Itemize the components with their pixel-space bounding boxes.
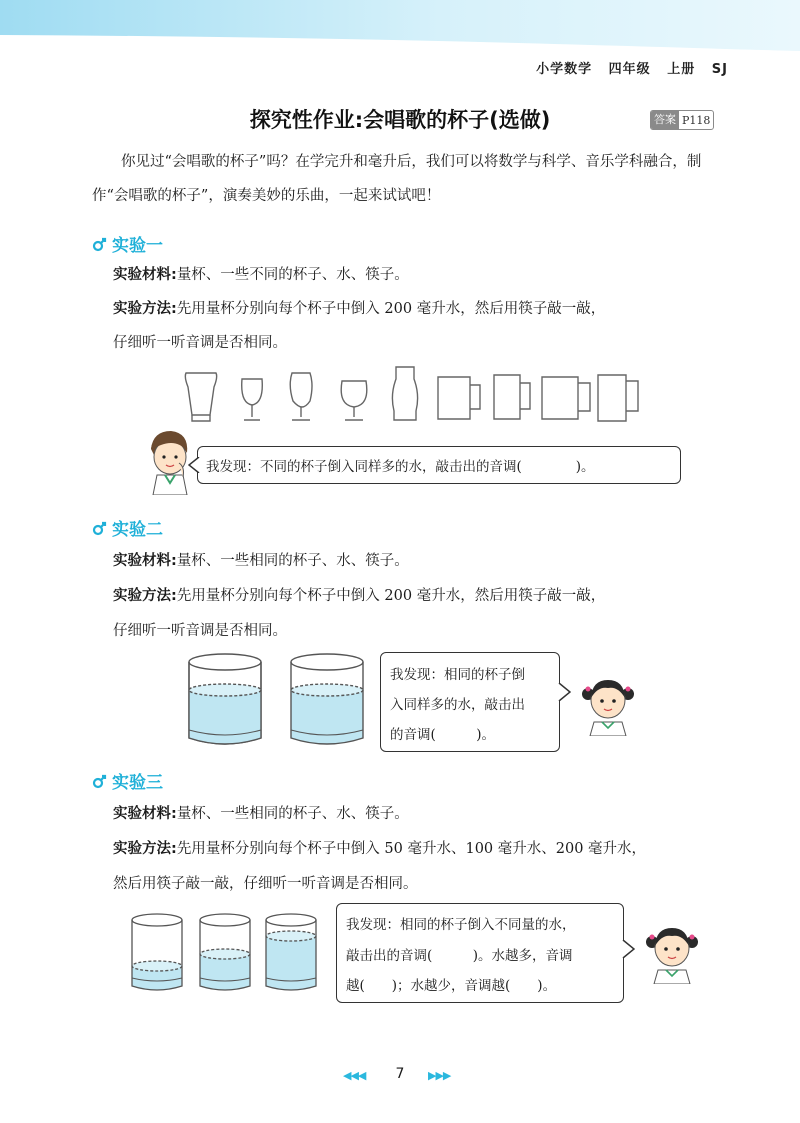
next-page-arrows[interactable]: ▶▶▶ bbox=[428, 1069, 451, 1082]
experiment-2-materials bbox=[113, 549, 409, 570]
method-text: 先用量杯分别向每个杯子中倒入 200 毫升水，然后用筷子敲一敲， bbox=[176, 588, 606, 604]
girl-avatar bbox=[642, 920, 702, 984]
finding-3-line-3: 越( )；水越少，音调越( )。 bbox=[346, 978, 557, 994]
materials-text: 量杯、一些不同的杯子、水、筷子。 bbox=[176, 267, 409, 283]
experiment-2-title: 实验二 bbox=[112, 520, 163, 540]
finding-bubble-2 bbox=[380, 652, 560, 752]
answer-reference[interactable] bbox=[650, 110, 714, 130]
experiment-3-heading bbox=[92, 768, 163, 793]
method-label: 实验方法: bbox=[113, 588, 177, 604]
finding-3-line-1: 我发现：相同的杯子倒入不同量的水， bbox=[346, 917, 576, 933]
experiment-3-title: 实验三 bbox=[112, 773, 163, 793]
finding-3-line-2: 敲击出的音调( )。水越多，音调 bbox=[346, 948, 573, 964]
answer-page: P118 bbox=[682, 113, 711, 127]
experiment-1-method bbox=[113, 297, 605, 318]
music-note-icon bbox=[92, 520, 108, 536]
prev-page-arrows[interactable]: ◀◀◀ bbox=[343, 1069, 366, 1082]
girl-avatar bbox=[578, 672, 638, 736]
materials-text: 量杯、一些相同的杯子、水、筷子。 bbox=[176, 553, 409, 569]
method-text: 先用量杯分别向每个杯子中倒入 200 毫升水，然后用筷子敲一敲， bbox=[176, 301, 606, 317]
materials-text: 量杯、一些相同的杯子、水、筷子。 bbox=[176, 806, 409, 822]
intro-paragraph: 你见过“会唱歌的杯子”吗？在学完升和毫升后，我们可以将数学与科学、音乐学科融合，制作“会唱歌的杯子”，演奏美妙的乐曲，一起来试试吧！ bbox=[92, 154, 702, 204]
experiment-3-method-cont: 然后用筷子敲一敲，仔细听一听音调是否相同。 bbox=[113, 876, 418, 892]
bubble-tail bbox=[188, 457, 200, 473]
experiment-1-title: 实验一 bbox=[112, 236, 163, 256]
different-water-cups-illustration bbox=[128, 910, 328, 1000]
answer-label: 答案 bbox=[651, 111, 679, 129]
experiment-1-heading bbox=[92, 231, 163, 256]
experiment-2-method-cont: 仔细听一听音调是否相同。 bbox=[113, 623, 287, 639]
method-label: 实验方法: bbox=[113, 301, 177, 317]
method-text: 先用量杯分别向每个杯子中倒入 50 毫升水、100 毫升水、200 毫升水， bbox=[176, 841, 647, 857]
materials-label: 实验材料: bbox=[113, 806, 177, 822]
music-note-icon bbox=[92, 236, 108, 252]
materials-label: 实验材料: bbox=[113, 553, 177, 569]
page-title: 探究性作业:会唱歌的杯子(选做) bbox=[249, 108, 551, 132]
materials-label: 实验材料: bbox=[113, 267, 177, 283]
various-cups-illustration bbox=[180, 365, 650, 425]
page-number: 7 bbox=[395, 1066, 405, 1082]
method-label: 实验方法: bbox=[113, 841, 177, 857]
experiment-3-materials bbox=[113, 802, 409, 823]
bubble-tail bbox=[622, 940, 635, 958]
music-note-icon bbox=[92, 773, 108, 789]
header-meta: 小学数学 四年级 上册 SJ bbox=[536, 62, 728, 77]
finding-bubble-1 bbox=[197, 446, 681, 484]
equal-water-cups-illustration bbox=[185, 650, 375, 752]
finding-bubble-3 bbox=[336, 903, 624, 1003]
finding-2-line-1: 我发现：相同的杯子倒 bbox=[390, 667, 525, 683]
experiment-3-method bbox=[113, 837, 646, 858]
experiment-2-heading bbox=[92, 515, 163, 540]
experiment-1-materials bbox=[113, 263, 409, 284]
experiment-1-method-cont: 仔细听一听音调是否相同。 bbox=[113, 335, 287, 351]
finding-2-line-2: 入同样多的水，敲击出 bbox=[390, 697, 525, 713]
experiment-2-method bbox=[113, 584, 605, 605]
finding-2-line-3: 的音调( )。 bbox=[390, 727, 496, 743]
finding-text-1: 我发现：不同的杯子倒入同样多的水，敲击出的音调( )。 bbox=[206, 459, 595, 475]
bubble-tail bbox=[558, 683, 571, 701]
